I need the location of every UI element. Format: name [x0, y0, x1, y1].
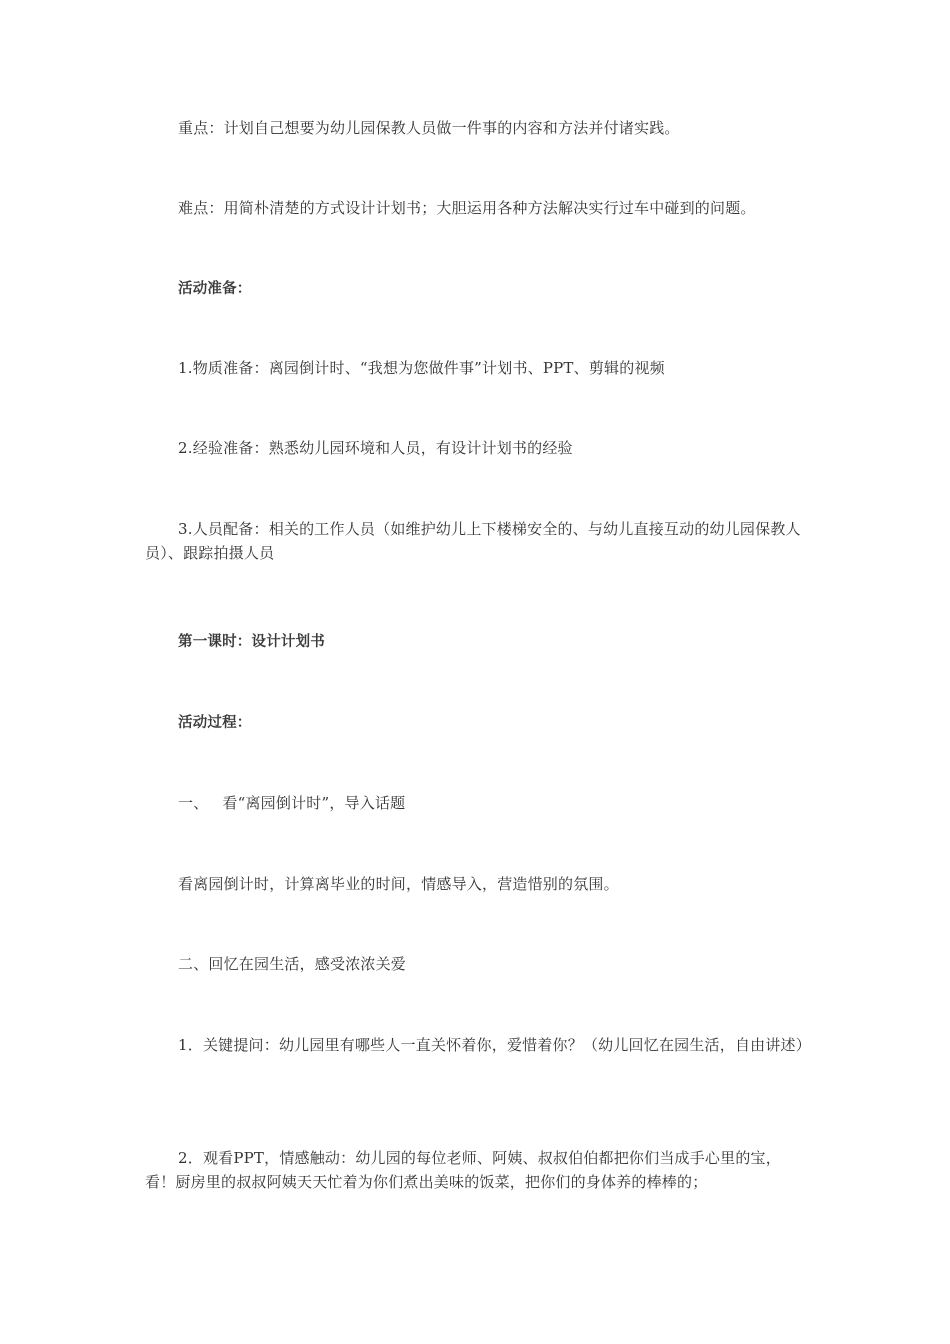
paragraph-countdown-intro: 看离园倒计时，计算离毕业的时间，情感导入，营造惜别的氛围。 [178, 875, 619, 893]
heading-first-lesson: 第一课时：设计计划书 [178, 634, 325, 650]
paragraph-staff-allocation: 3.人员配备：相关的工作人员（如维护幼儿上下楼梯安全的、与幼儿直接互动的幼儿园保教人员）、跟踪拍摄人员 [145, 520, 801, 562]
paragraph-material-preparation: 1.物质准备：离园倒计时、“我想为您做件事”计划书、PPT、剪辑的视频 [178, 359, 665, 377]
section-number: 一、 [178, 794, 209, 812]
paragraph-section-one [145, 791, 810, 815]
heading-activity-process: 活动过程： [178, 715, 252, 731]
paragraph-section-two: 二、回忆在园生活，感受浓浓关爱 [178, 955, 407, 973]
paragraph-experience-preparation: 2.经验准备：熟悉幼儿园环境和人员，有设计计划书的经验 [178, 439, 573, 457]
paragraph-difficulty: 难点：用简朴清楚的方式设计计划书；大胆运用各种方法解决实行过车中碰到的问题。 [178, 199, 756, 217]
paragraph-watch-ppt: 2．观看PPT，情感触动：幼儿园的每位老师、阿姨、叔叔伯伯都把你们当成手心里的宝，看！厨房里的叔叔阿姨天天忙着为你们煮出美味的饭菜，把你们的身体养的棒棒的； [145, 1149, 781, 1191]
section-title: 看“离园倒计时”，导入话题 [222, 794, 406, 812]
paragraph-key-point: 重点：计划自己想要为幼儿园保教人员做一件事的内容和方法并付诸实践。 [178, 119, 680, 137]
heading-activity-preparation: 活动准备： [178, 281, 252, 297]
paragraph-key-question: 1．关键提问：幼儿园里有哪些人一直关怀着你，爱惜着你？（幼儿回忆在园生活，自由讲述） [178, 1036, 811, 1054]
